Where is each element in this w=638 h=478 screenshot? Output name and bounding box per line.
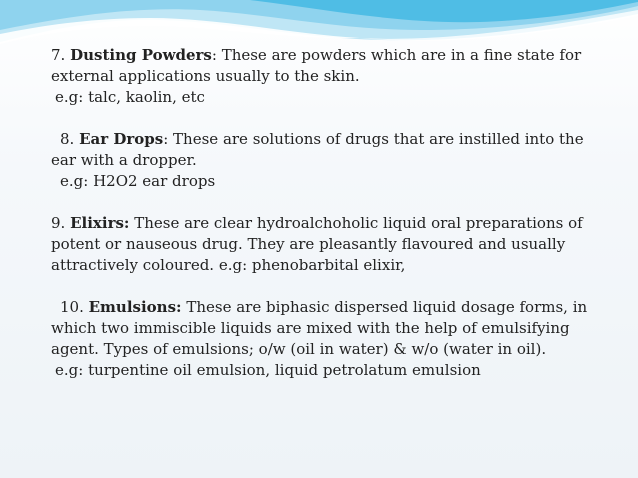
item-number: 10. [60,298,89,316]
item-term: Dusting Powders [70,46,212,64]
item-example: e.g: turpentine oil emulsion, liquid petrolatum emulsion [55,361,481,379]
item-number: 7. [51,46,71,64]
item-number: 9. [51,214,71,232]
item-elixirs [51,213,596,276]
item-term: Emulsions: [88,298,182,316]
item-description: : These are powders which are in a fine state for external applications usually to the skin. [51,46,582,85]
item-example: e.g: talc, kaolin, etc [55,88,205,106]
item-ear-drops [51,129,596,171]
slide-content [51,45,596,381]
item-term: Elixirs: [70,214,130,232]
item-term: Ear Drops [79,130,164,148]
item-emulsions [51,297,596,360]
item-description: These are clear hydroalchoholic liquid oral preparations of potent or nauseous drug. They are pleasantly flavoured and usually attractively coloured. e.g: phenobarbital elixir, [51,214,583,274]
item-number: 8. [60,130,80,148]
item-description: These are biphasic dispersed liquid dosage forms, in which two immiscible liquids are mixed with the help of emulsifying agent. Types of emulsions; o/w (oil in water) & w/o (water in oil). [51,298,588,358]
item-description: : These are solutions of drugs that are instilled into the ear with a dropper. [51,130,584,169]
item-example: e.g: H2O2 ear drops [60,172,216,190]
item-dusting-powders [51,45,596,87]
